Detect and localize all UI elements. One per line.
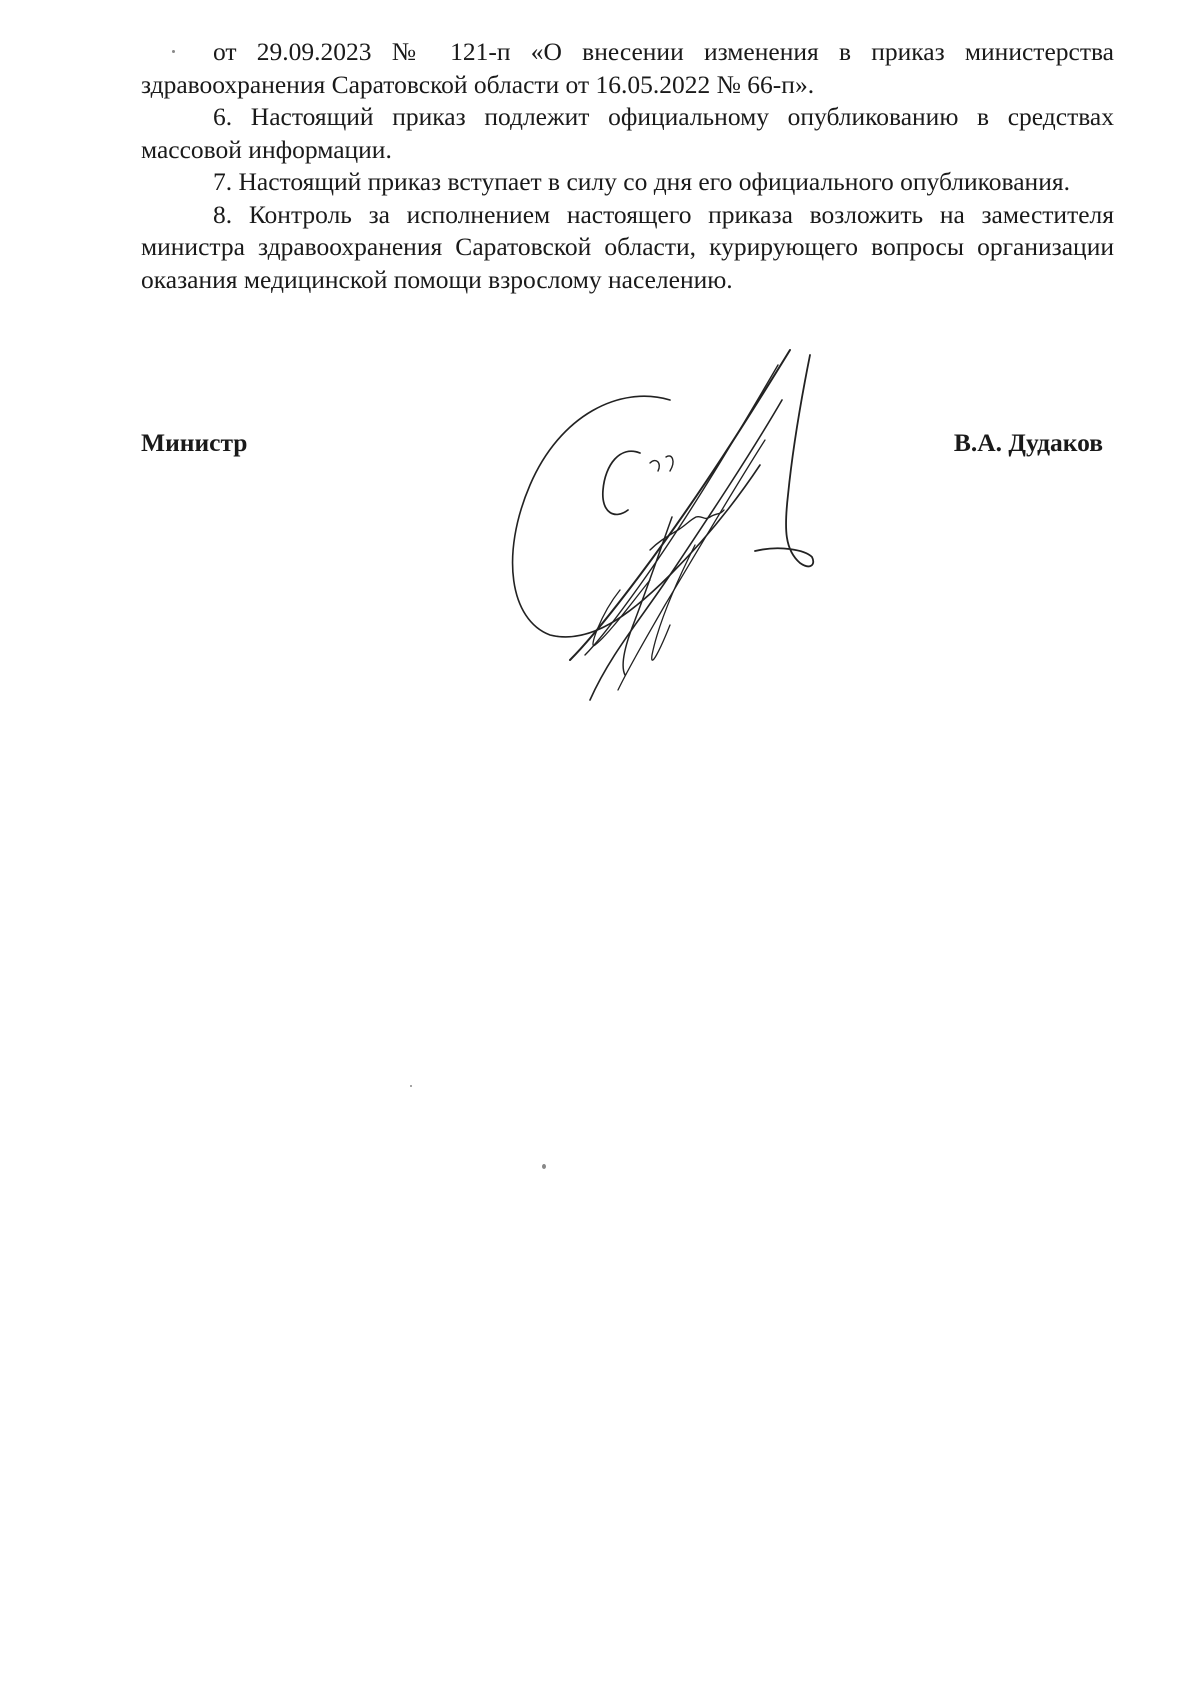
- paragraph-continuation: от 29.09.2023 № 121-п «О внесении изменения в приказ министерства здравоохранения Саратовской области от 16.05.2022 № 66-п».: [141, 37, 1114, 99]
- signatory-title: Министр: [141, 428, 248, 457]
- scan-speck: [172, 50, 175, 53]
- document-body: [141, 36, 1114, 296]
- paragraph-item-8: 8. Контроль за исполнением настоящего приказа возложить на заместителя министра здравоохранения Саратовской области, курирующего вопросы организации оказания медицинской помощи взрослому населению.: [141, 199, 1114, 294]
- paragraph-item-6: 6. Настоящий приказ подлежит официальному опубликованию в средствах массовой информации.: [141, 102, 1114, 164]
- paragraph-item-7: 7. Настоящий приказ вступает в силу со дня его официального опубликования.: [213, 167, 1070, 196]
- signatory-name: В.А. Дудаков: [953, 428, 1103, 457]
- scan-speck: [542, 1164, 546, 1169]
- handwritten-signature: [500, 345, 840, 710]
- scan-speck: [410, 1085, 412, 1087]
